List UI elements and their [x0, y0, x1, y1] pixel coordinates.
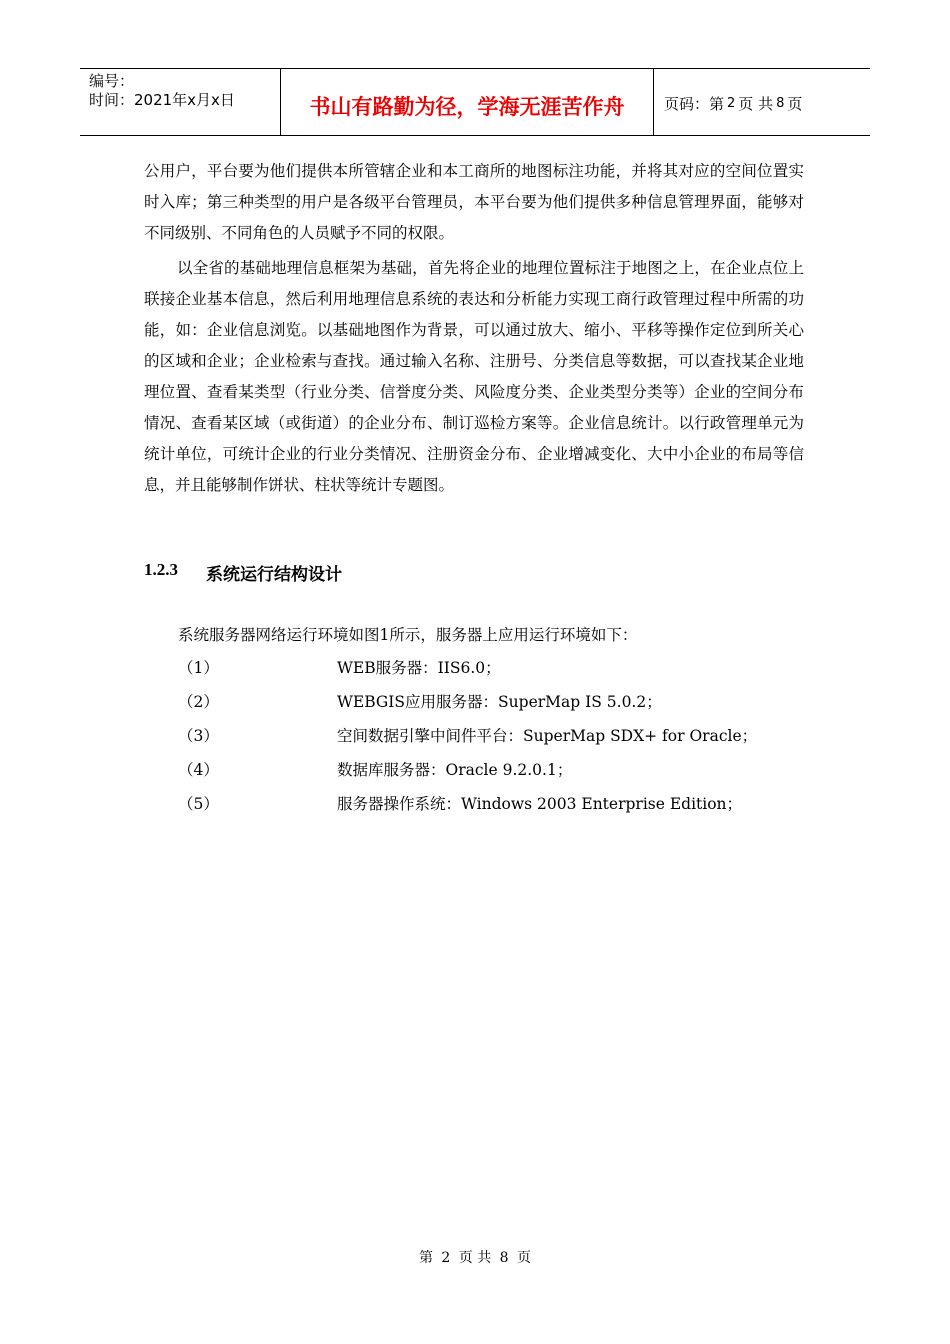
footer-suffix: 页: [517, 1250, 532, 1266]
header-meta: [80, 69, 281, 135]
list-text: WEBGIS应用服务器：SuperMap IS 5.0.2；: [337, 693, 662, 711]
header-page-current: 2: [727, 95, 736, 111]
page-header: [80, 68, 870, 136]
paragraph-2: 以全省的基础地理信息框架为基础，首先将企业的地理位置标注于地图之上，在企业点位上联接企业基本信息，然后利用地理信息系统的表达和分析能力实现工商行政管理过程中所需的功能，如：企业信息浏览。以基础地图作为背景，可以通过放大、缩小、平移等操作定位到所关心的区域和企业；企业检索与查找。通过输入名称、注册号、分类信息等数据，可以查找某企业地理位置、查看某类型（行业分类、信誉度分类、风险度分类、企业类型分类等）企业的空间分布情况、查看某区域（或街道）的企业分布、制订巡检方案等。企业信息统计。以行政管理单元为统计单位，可统计企业的行业分类情况、注册资金分布、企业增减变化、大中小企业的布局等信息，并且能够制作饼状、柱状等统计专题图。: [144, 259, 804, 494]
footer-total: 8: [499, 1250, 509, 1266]
footer-current: 2: [441, 1250, 451, 1266]
environment-list: [178, 656, 798, 826]
list-item: [178, 656, 798, 690]
list-item: [178, 792, 798, 826]
section-intro: 系统服务器网络运行环境如图1所示，服务器上应用运行环境如下：: [178, 626, 638, 644]
footer-prefix: 第: [418, 1250, 433, 1266]
list-index: （4）: [178, 761, 219, 779]
list-text: 服务器操作系统：Windows 2003 Enterprise Edition；: [337, 795, 743, 813]
list-index: （3）: [178, 727, 219, 745]
header-page-total: 8: [776, 95, 785, 111]
list-index: （2）: [178, 693, 219, 711]
date-label: 时间：2021年x月x日: [89, 91, 235, 109]
header-motto: 书山有路勤为径，学海无涯苦作舟: [281, 69, 654, 135]
header-page-mid: 页 共: [738, 94, 774, 113]
section-title: 系统运行结构设计: [206, 565, 342, 585]
paragraph-1: 公用户，平台要为他们提供本所管辖企业和本工商所的地图标注功能，并将其对应的空间位置实时入库；第三种类型的用户是各级平台管理员，本平台要为他们提供多种信息管理界面，能够对不同级别、不同角色的人员赋予不同的权限。: [144, 162, 804, 242]
footer-mid: 页 共: [458, 1250, 492, 1266]
section-heading: [144, 560, 342, 585]
list-text: WEB服务器：IIS6.0；: [337, 659, 501, 677]
header-page-prefix: 页码：第: [664, 94, 725, 113]
header-page-info: [654, 69, 870, 135]
list-index: （1）: [178, 659, 219, 677]
body-content: [144, 156, 804, 501]
section-number: 1.2.3: [144, 560, 178, 579]
list-text: 空间数据引擎中间件平台：SuperMap SDX+ for Oracle；: [337, 727, 758, 745]
page-footer: [0, 1247, 950, 1267]
list-item: [178, 724, 798, 758]
list-item: [178, 758, 798, 792]
serial-label: 编号：: [89, 72, 135, 90]
header-page-suffix: 页: [787, 94, 803, 113]
list-text: 数据库服务器：Oracle 9.2.0.1；: [337, 761, 573, 779]
list-index: （5）: [178, 795, 219, 813]
list-item: [178, 690, 798, 724]
